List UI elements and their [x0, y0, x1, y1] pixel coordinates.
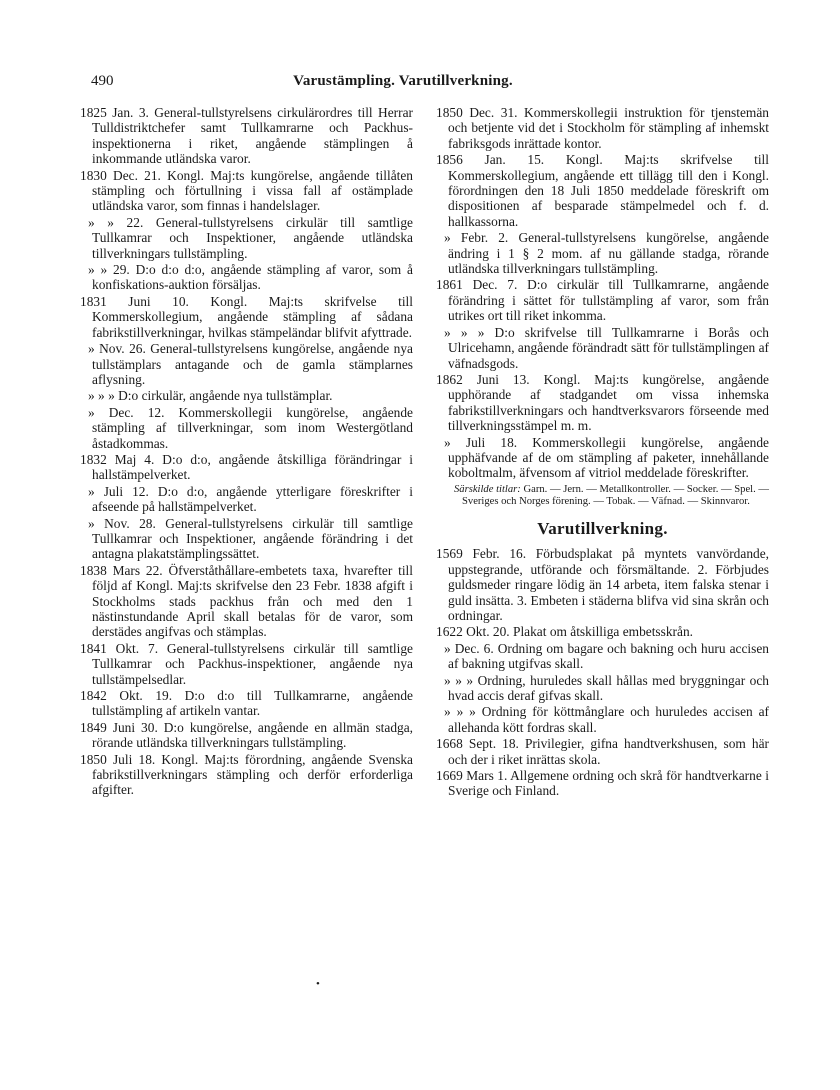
list-item: » Nov. 26. General-tullstyrelsens kungörelse, angående nya tullstämplars antagande och de gamla stämplarnes aflysning. [88, 341, 413, 387]
left-column [80, 105, 413, 799]
list-item: 1831 Juni 10. Kongl. Maj:ts skrifvelse till Kommerskollegium, angående stämpling af sådana fabrikstillverkningar, hvilkas stämpeländar blifvit afyttrade. [80, 293, 413, 340]
list-item: 1861 Dec. 7. D:o cirkulär till Tullkamrarne, angående förändring i sättet för tullstämpling af varor, som från utrikes ort till riket inkomma. [436, 277, 769, 324]
list-item: 1862 Juni 13. Kongl. Maj:ts kungörelse, angående upphörande af stadgandet om vissa inhemska fabrikstillverkningars och handtverksvarors förseende med tillverkningsstämpel m. m. [436, 371, 769, 434]
list-item: » » » Ordning, huruledes skall hållas med bryggningar och hvad accis deraf gifvas skall. [444, 672, 769, 703]
list-item: 1825 Jan. 3. General-tullstyrelsens cirkulärordres till Herrar Tulldistriktchefer samt Tullkamrarne och Packhus-inspektionerna i riket, angående stämplingen å inkommande utländska varor. [80, 105, 413, 167]
list-item: » Nov. 28. General-tullstyrelsens cirkulär till samtlige Tullkamrar och Inspektioner, angående förändring i det antagna plakatstämplingssättet. [88, 515, 413, 562]
page-header [83, 74, 723, 92]
section-title: Varutillverkning. [537, 518, 668, 538]
list-item: » » » D:o cirkulär, angående nya tullstämplar. [88, 388, 333, 404]
special-titles-note [436, 484, 769, 509]
list-item: 1622 Okt. 20. Plakat om åtskilliga embetsskrån. [436, 624, 693, 640]
list-item: 1850 Dec. 31. Kommerskollegii instruktion för tjenstemän och betjente vid det i Stockholm för stämpling af inhemskt fabriksgods inrättade kontor. [436, 105, 769, 151]
list-item: » Dec. 6. Ordning om bagare och bakning och huru accisen af bakning utgifvas skall. [444, 640, 769, 672]
page-number: 490 [91, 73, 114, 89]
list-item: » » » D:o skrifvelse till Tullkamrarne i Borås och Ulricehamn, angående förändradt sätt för tullstämplingen af väfnadsgods. [444, 324, 769, 371]
special-titles-lead: Särskilde titlar: [454, 483, 521, 495]
list-item: 1669 Mars 1. Allgemene ordning och skrå för handtverkarne i Sverige och Finland. [436, 768, 769, 799]
running-head: Varustämpling. Varutillverkning. [293, 73, 513, 89]
list-item: 1838 Mars 22. Öfverståthållare-embetets taxa, hvarefter till följd af Kongl. Maj:ts skrifvelse den 23 Febr. 1838 afgift i Stockholms stads packhus från och med den 1 nästinstundande April skall betalas för de varor, som derstädes angifvas och stämplas. [80, 562, 413, 640]
list-item: » » 22. General-tullstyrelsens cirkulär till samtlige Tullkamrar och Inspektioner, angående utländska tillverkningars tullstämpling. [88, 214, 413, 261]
special-titles-text: Garn. — Jern. — Metallkontroller. — Socker. — Spel. — Sveriges och Norges förening. — Tobak. — Väfnad. — Skinnvaror. [462, 483, 769, 508]
list-item: 1849 Juni 30. D:o kungörelse, angående en allmän stadga, rörande utländska tillverkningars tullstämpling. [80, 719, 413, 751]
list-item: 1856 Jan. 15. Kongl. Maj:ts skrifvelse till Kommerskollegium, angående ett tillägg till den i Kongl. förordningen den 18 Juli 1850 meddelade föreskrift om dispositionen af besparade stämpelmedel och f. d. hallkassorna. [436, 152, 769, 229]
list-item: 1830 Dec. 21. Kongl. Maj:ts kungörelse, angående tillåten stämpling och förtullning i vissa fall af ostämplade utländska varor, som finnas i handelslager. [80, 167, 413, 214]
list-item: 1832 Maj 4. D:o d:o, angående åtskilliga förändringar i hallstämpelverket. [80, 451, 413, 483]
list-item: » Juli 18. Kommerskollegii kungörelse, angående upphäfvande af de om stämpling af paketer, innehållande koboltmalm, äfvensom af vitriol meddelade föreskrifter. [444, 434, 769, 481]
footer-mark: • [316, 978, 320, 990]
right-column [436, 105, 769, 800]
list-item: 1841 Okt. 7. General-tullstyrelsens cirkulär till samtlige Tullkamrar och Packhus-inspektioner, angående nya tullstämpelsedlar. [80, 640, 413, 687]
list-item: 1842 Okt. 19. D:o d:o till Tullkamrarne, angående tullstämpling af artikeln vantar. [80, 688, 413, 719]
list-item: » » » Ordning för köttmånglare och huruledes accisen af allehanda kött fordras skall. [444, 704, 769, 735]
list-item: 1668 Sept. 18. Privilegier, gifna handtverkshusen, som här och der i riket inrättas skola. [436, 736, 769, 767]
list-item: » » 29. D:o d:o d:o, angående stämpling af varor, som å konfiskations-auktion försäljas. [88, 262, 413, 293]
list-item: » Febr. 2. General-tullstyrelsens kungörelse, angående ändring i 1 § 2 mom. af nu gällande stadga, rörande utländska tillverkningars tullstämpling. [444, 230, 769, 277]
list-item: » Juli 12. D:o d:o, angående ytterligare föreskrifter i afseende på hallstämpelverket. [88, 483, 413, 515]
list-item: » Dec. 12. Kommerskollegii kungörelse, angående stämpling af tillverkningar, som inom Westergötland åstadkommas. [88, 404, 413, 451]
list-item: 1850 Juli 18. Kongl. Maj:ts förordning, angående Svenska fabrikstillverkningars stämpling och derför erforderliga afgifter. [80, 751, 413, 798]
list-item: 1569 Febr. 16. Förbudsplakat på myntets vanvördande, uppstegrande, utförande och försmältande. 2. Förbjudes guldsmeder ringare lödig än 14 arbeta, item falska stenar i guld insätta. 3. Embeten i städerna blifva vid sina skrån och ordningar. [436, 546, 769, 623]
